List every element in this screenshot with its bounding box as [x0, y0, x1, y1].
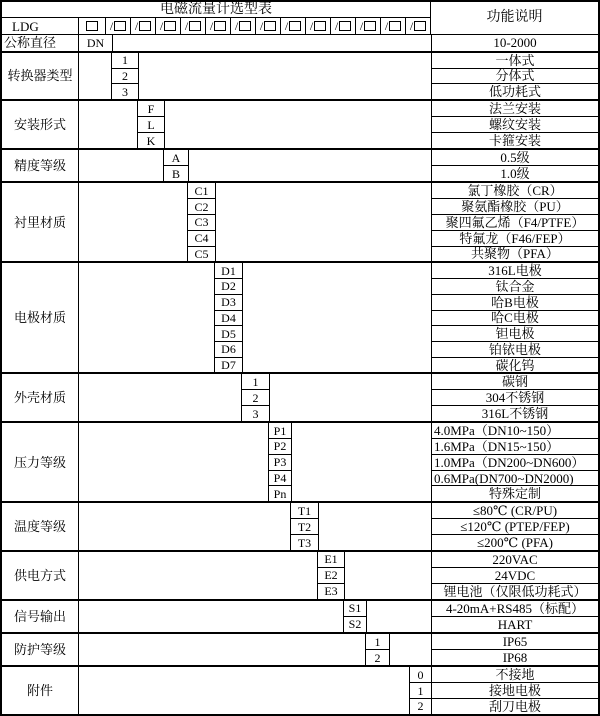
code-column — [112, 53, 138, 100]
code-column — [269, 423, 291, 501]
slash-separator: / — [134, 19, 139, 33]
header-left — [2, 2, 431, 34]
function-desc-cell: 锂电池（仅限低功耗式） — [432, 583, 598, 599]
signal-output-label: 信号输出 — [2, 601, 79, 632]
pressure-rating-label: 压力等级 — [2, 423, 79, 501]
merged-empty-cell — [215, 183, 431, 261]
code-box-icon — [389, 21, 401, 31]
group-nominal-diameter — [2, 35, 598, 51]
code-cell: T1 — [297, 503, 312, 518]
code-box-icon — [314, 21, 326, 31]
function-desc-cell: 碳钢 — [501, 374, 528, 390]
code-box-icon — [364, 21, 376, 31]
group-temperature-rating — [2, 501, 598, 550]
code-cell: P1 — [273, 423, 287, 438]
code-cell: 1 — [374, 634, 381, 649]
model-code-slot — [280, 18, 305, 34]
code-cell: D3 — [215, 294, 242, 310]
merged-empty-cell — [79, 263, 215, 372]
function-desc-cell: 4.0MPa（DN10~150） — [434, 423, 560, 439]
code-cell: T3 — [291, 534, 318, 550]
function-desc-cell: 接地电极 — [432, 682, 598, 698]
code-box-icon — [86, 21, 98, 31]
table-body — [2, 35, 598, 714]
function-desc-cell: 4-20mA+RS485（标配） — [445, 600, 585, 616]
function-desc-column — [431, 101, 598, 148]
function-desc-cell: ≤80℃ (CR/PU) — [472, 503, 558, 519]
model-code-slot — [105, 18, 130, 34]
code-column — [291, 503, 318, 550]
liner-material-label: 衬里材质 — [2, 183, 79, 261]
code-cell: D1 — [221, 263, 236, 278]
function-desc-cell: 卡箍安装 — [432, 132, 598, 148]
function-desc-cell: 220VAC — [492, 552, 538, 567]
function-desc-cell: 钽电极 — [432, 325, 598, 341]
function-desc-column — [431, 601, 598, 632]
merged-empty-cell — [344, 552, 431, 599]
merged-empty-cell — [366, 601, 431, 632]
function-desc-cell: 哈C电极 — [432, 310, 598, 326]
code-box-icon — [414, 21, 426, 31]
code-cell: 3 — [242, 405, 269, 421]
code-cell: 2 — [112, 68, 138, 84]
electrode-material-label: 电极材质 — [2, 263, 79, 372]
converter-type-label: 转换器类型 — [2, 53, 79, 100]
page-title: 电磁流量计选型表 — [2, 2, 430, 18]
function-desc-column — [431, 667, 598, 714]
merged-empty-cell — [138, 53, 431, 100]
model-code-slot — [305, 18, 330, 34]
function-desc-cell: 共聚物（PFA） — [432, 246, 598, 262]
code-box-icon — [139, 21, 151, 31]
code-cell: 1 — [252, 374, 259, 389]
model-code-slot — [330, 18, 355, 34]
model-code-slot — [205, 18, 230, 34]
merged-empty-cell — [79, 150, 164, 181]
function-desc-cell: 螺纹安装 — [432, 116, 598, 132]
function-column-header: 功能说明 — [486, 10, 543, 25]
code-box-icon — [339, 21, 351, 31]
code-cell: D5 — [215, 325, 242, 341]
group-signal-output — [2, 599, 598, 632]
merged-empty-cell — [79, 503, 291, 550]
function-desc-cell: 铂铱电极 — [432, 341, 598, 357]
slash-separator: / — [159, 19, 164, 33]
code-cell: P2 — [269, 438, 291, 454]
merged-empty-cell — [79, 667, 410, 714]
code-box-icon — [264, 21, 276, 31]
merged-empty-cell — [79, 374, 242, 421]
slash-separator: / — [209, 19, 214, 33]
code-cell: T2 — [291, 518, 318, 534]
function-desc-cell: IP65 — [502, 634, 528, 650]
code-cell: 1 — [122, 53, 128, 68]
function-desc-column — [431, 35, 598, 51]
function-desc-cell: ≤120℃ (PTEP/FEP) — [432, 518, 598, 534]
accuracy-class-label: 精度等级 — [2, 150, 79, 181]
code-box-icon — [289, 21, 301, 31]
slash-separator: / — [109, 19, 114, 33]
merged-empty-cell — [79, 101, 138, 148]
code-cell: C4 — [188, 230, 215, 246]
code-cell: C5 — [188, 246, 215, 262]
function-desc-column — [431, 552, 598, 599]
function-desc-cell: 特氟龙（F46/FEP） — [432, 230, 598, 246]
code-column — [79, 35, 112, 51]
code-column — [410, 667, 431, 714]
function-desc-cell: 0.5级 — [500, 150, 530, 166]
code-cell: Pn — [269, 485, 291, 501]
function-desc-column — [431, 634, 598, 665]
function-desc-column — [431, 53, 598, 100]
function-desc-cell: 聚四氟乙烯（F4/PTFE） — [432, 214, 598, 230]
function-desc-cell: IP68 — [432, 649, 598, 665]
model-prefix: LDG — [2, 18, 79, 34]
code-box-icon — [164, 21, 176, 31]
slash-separator: / — [284, 19, 289, 33]
code-cell: D4 — [215, 310, 242, 326]
housing-material-label: 外壳材质 — [2, 374, 79, 421]
function-desc-cell: 316L不锈钢 — [432, 405, 598, 421]
slash-separator: / — [359, 19, 364, 33]
model-code-slot — [180, 18, 205, 34]
protection-rating-label: 防护等级 — [2, 634, 79, 665]
merged-empty-cell — [79, 423, 269, 501]
code-box-icon — [189, 21, 201, 31]
model-code-slot — [79, 18, 105, 34]
function-desc-column — [431, 374, 598, 421]
group-pressure-rating — [2, 421, 598, 501]
merged-empty-cell — [164, 101, 431, 148]
code-cell: 2 — [366, 649, 389, 665]
code-cell: S2 — [344, 616, 366, 632]
function-desc-cell: 24VDC — [432, 567, 598, 583]
model-code-slot — [405, 18, 430, 34]
function-desc-cell: HART — [432, 616, 598, 632]
group-protection-rating — [2, 632, 598, 665]
function-desc-cell: 聚氨酯橡胶（PU） — [432, 198, 598, 214]
group-accuracy-class — [2, 148, 598, 181]
code-column — [318, 552, 344, 599]
function-desc-cell: 316L电极 — [488, 263, 542, 279]
function-desc-cell: ≤200℃ (PFA) — [432, 534, 598, 550]
function-desc-cell: 0.6MPa(DN700~DN2000) — [432, 470, 598, 486]
code-column — [215, 263, 242, 372]
code-box-icon — [214, 21, 226, 31]
function-desc-cell: 刮刀电极 — [432, 698, 598, 714]
temperature-rating-label: 温度等级 — [2, 503, 79, 550]
code-cell: D7 — [215, 357, 242, 373]
slash-separator: / — [309, 19, 314, 33]
group-power-supply — [2, 550, 598, 599]
code-cell: L — [138, 116, 164, 132]
accessories-label: 附件 — [2, 667, 79, 714]
code-column — [366, 634, 389, 665]
merged-empty-cell — [112, 35, 431, 51]
slash-separator: / — [184, 19, 189, 33]
model-code-slot — [155, 18, 180, 34]
function-desc-cell: 不接地 — [495, 667, 535, 683]
power-supply-label: 供电方式 — [2, 552, 79, 599]
group-accessories — [2, 665, 598, 714]
code-cell: S1 — [348, 601, 362, 616]
slash-separator: / — [384, 19, 389, 33]
installation-type-label: 安装形式 — [2, 101, 79, 148]
slash-separator: / — [234, 19, 239, 33]
group-liner-material — [2, 181, 598, 261]
merged-empty-cell — [79, 183, 188, 261]
function-desc-cell: 1.0级 — [432, 165, 598, 181]
function-desc-cell: 低功耗式 — [432, 83, 598, 99]
slash-separator: / — [334, 19, 339, 33]
code-column — [344, 601, 366, 632]
code-cell: D2 — [215, 278, 242, 294]
model-code-slot — [230, 18, 255, 34]
merged-empty-cell — [318, 503, 431, 550]
function-desc-column — [431, 423, 598, 501]
function-desc-cell: 法兰安装 — [488, 101, 541, 117]
merged-empty-cell — [269, 374, 431, 421]
function-desc-cell: 1.6MPa（DN15~150） — [432, 438, 598, 454]
merged-empty-cell — [79, 601, 344, 632]
merged-empty-cell — [79, 634, 366, 665]
function-desc-cell: 特殊定制 — [432, 485, 598, 501]
group-installation-type — [2, 99, 598, 148]
function-desc-cell: 碳化钨 — [432, 357, 598, 373]
code-cell: A — [171, 150, 181, 165]
code-cell: E2 — [318, 567, 344, 583]
merged-empty-cell — [389, 634, 431, 665]
code-box-icon — [239, 21, 251, 31]
code-cell: 2 — [410, 698, 431, 714]
function-desc-cell: 分体式 — [432, 68, 598, 84]
code-cell: DN — [86, 35, 105, 50]
code-cell: K — [138, 132, 164, 148]
merged-empty-cell — [242, 263, 431, 372]
code-cell: C1 — [194, 183, 209, 198]
merged-empty-cell — [79, 53, 112, 100]
function-desc-cell: 10-2000 — [493, 35, 537, 51]
code-column — [164, 150, 188, 181]
slash-separator: / — [409, 19, 414, 33]
function-desc-cell: 304不锈钢 — [432, 389, 598, 405]
function-desc-cell: 哈B电极 — [432, 294, 598, 310]
merged-empty-cell — [188, 150, 431, 181]
nominal-diameter-label: 公称直径 — [2, 35, 79, 51]
code-cell: B — [164, 165, 188, 181]
code-cell: 0 — [417, 667, 424, 682]
code-cell: C2 — [188, 198, 215, 214]
model-code-slot — [255, 18, 280, 34]
group-converter-type — [2, 51, 598, 100]
function-desc-column — [431, 150, 598, 181]
function-desc-cell: 氯丁橡胶（CR） — [467, 183, 563, 199]
code-box-icon — [114, 21, 126, 31]
group-housing-material — [2, 372, 598, 421]
code-cell: P3 — [269, 454, 291, 470]
code-cell: 1 — [410, 682, 431, 698]
slash-separator: / — [259, 19, 264, 33]
code-cell: P4 — [269, 470, 291, 486]
function-desc-cell: 一体式 — [495, 52, 535, 68]
code-column — [188, 183, 215, 261]
code-cell: F — [147, 101, 155, 116]
function-desc-column — [431, 503, 598, 550]
function-desc-column — [431, 263, 598, 372]
merged-empty-cell — [291, 423, 431, 501]
code-cell: D6 — [215, 341, 242, 357]
group-electrode-material — [2, 261, 598, 372]
model-code-row — [2, 18, 430, 34]
function-desc-column — [431, 183, 598, 261]
code-cell: E1 — [324, 552, 338, 567]
code-cell: 2 — [242, 389, 269, 405]
code-column — [242, 374, 269, 421]
merged-empty-cell — [79, 552, 318, 599]
function-desc-cell: 1.0MPa（DN200~DN600） — [432, 454, 598, 470]
function-desc-cell: 钛合金 — [432, 278, 598, 294]
code-column — [138, 101, 164, 148]
code-cell: 3 — [112, 83, 138, 99]
code-cell: C3 — [188, 214, 215, 230]
model-code-slot — [355, 18, 380, 34]
model-code-slot — [130, 18, 155, 34]
model-code-slot — [380, 18, 405, 34]
table-header — [2, 2, 598, 35]
code-cell: E3 — [318, 583, 344, 599]
